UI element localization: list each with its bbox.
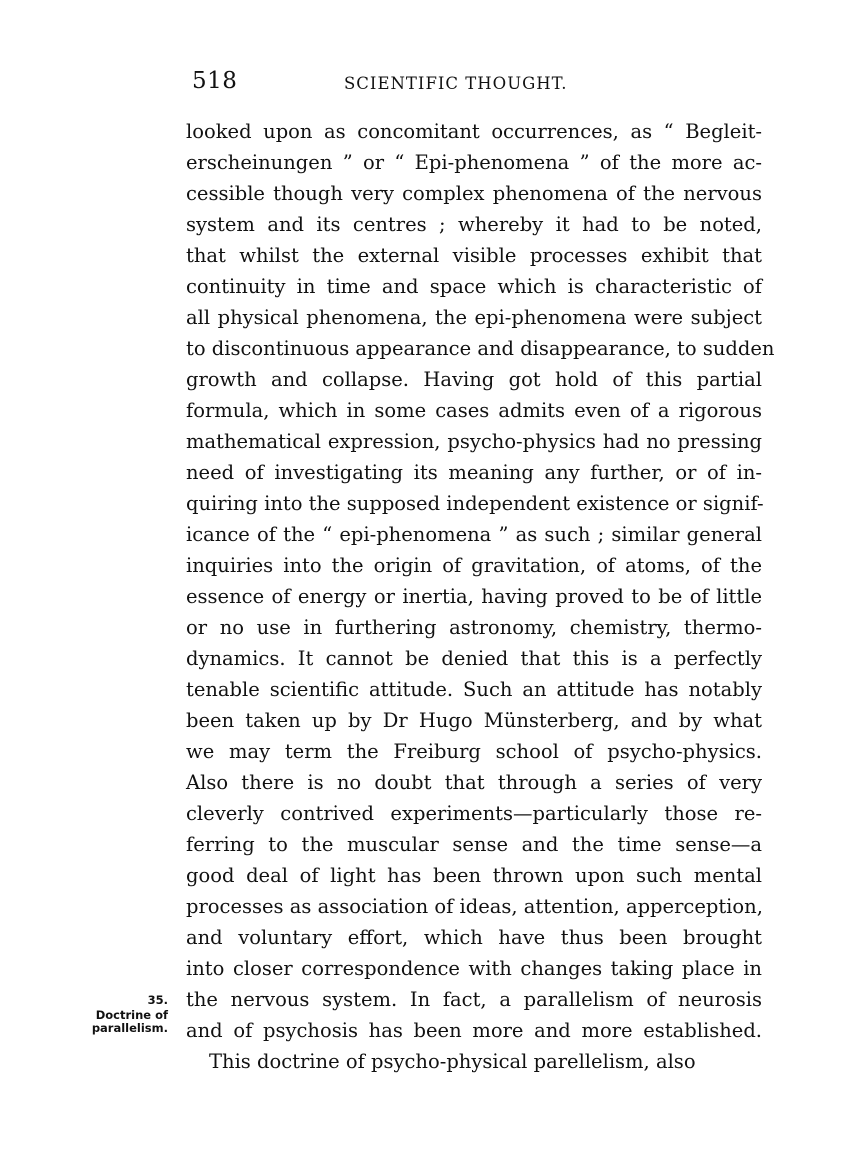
text-line: growth and collapse. Having got hold of this partial bbox=[186, 368, 762, 391]
body-text bbox=[186, 116, 775, 1077]
text-line: This doctrine of psycho-physical parellelism, also bbox=[209, 1050, 696, 1073]
text-line: quiring into the supposed independent existence or signif- bbox=[186, 492, 764, 515]
sidenote-title-line-2: parallelism. bbox=[91, 1021, 168, 1035]
text-line: all physical phenomena, the epi-phenomena were subject bbox=[186, 306, 762, 329]
text-line: icance of the “ epi-phenomena ” as such ; similar general bbox=[186, 523, 762, 546]
text-line: the nervous system. In fact, a parallelism of neurosis bbox=[186, 988, 762, 1011]
text-line: to discontinuous appearance and disappearance, to sudden bbox=[186, 337, 775, 360]
text-line: that whilst the external visible processes exhibit that bbox=[186, 244, 762, 267]
text-line: or no use in furthering astronomy, chemistry, thermo- bbox=[186, 616, 762, 639]
text-line: ferring to the muscular sense and the time sense—a bbox=[186, 833, 762, 856]
text-line: system and its centres ; whereby it had to be noted, bbox=[186, 213, 762, 236]
running-head: SCIENTIFIC THOUGHT. bbox=[344, 74, 568, 93]
text-line: and of psychosis has been more and more established. bbox=[186, 1019, 762, 1042]
sidenote-number: 35. bbox=[147, 993, 168, 1007]
text-line: been taken up by Dr Hugo Münsterberg, and by what bbox=[186, 709, 762, 732]
text-line: need of investigating its meaning any further, or of in- bbox=[186, 461, 762, 484]
text-line: continuity in time and space which is characteristic of bbox=[186, 275, 762, 298]
text-line: looked upon as concomitant occurrences, as “ Begleit- bbox=[186, 120, 762, 143]
text-line: and voluntary effort, which have thus been brought bbox=[186, 926, 762, 949]
text-line: good deal of light has been thrown upon such mental bbox=[186, 864, 762, 887]
text-line: Also there is no doubt that through a series of very bbox=[186, 771, 762, 794]
sidenote-title-line-1: Doctrine of bbox=[95, 1008, 168, 1022]
text-line: we may term the Freiburg school of psycho-physics. bbox=[186, 740, 762, 763]
text-line: mathematical expression, psycho-physics had no pressing bbox=[186, 430, 762, 453]
text-line: inquiries into the origin of gravitation, of atoms, of the bbox=[186, 554, 762, 577]
text-line: cleverly contrived experiments—particularly those re- bbox=[186, 802, 762, 825]
text-line: into closer correspondence with changes taking place in bbox=[186, 957, 762, 980]
text-line: essence of energy or inertia, having proved to be of little bbox=[186, 585, 762, 608]
text-line: erscheinungen ” or “ Epi-phenomena ” of the more ac- bbox=[186, 151, 762, 174]
text-line: dynamics. It cannot be denied that this is a perfectly bbox=[186, 647, 762, 670]
text-line: formula, which in some cases admits even of a rigorous bbox=[186, 399, 762, 422]
text-line: cessible though very complex phenomena of the nervous bbox=[186, 182, 762, 205]
text-line: tenable scientific attitude. Such an attitude has notably bbox=[186, 678, 762, 701]
text-line: processes as association of ideas, attention, apperception, bbox=[186, 895, 763, 918]
page-number: 518 bbox=[192, 68, 238, 94]
